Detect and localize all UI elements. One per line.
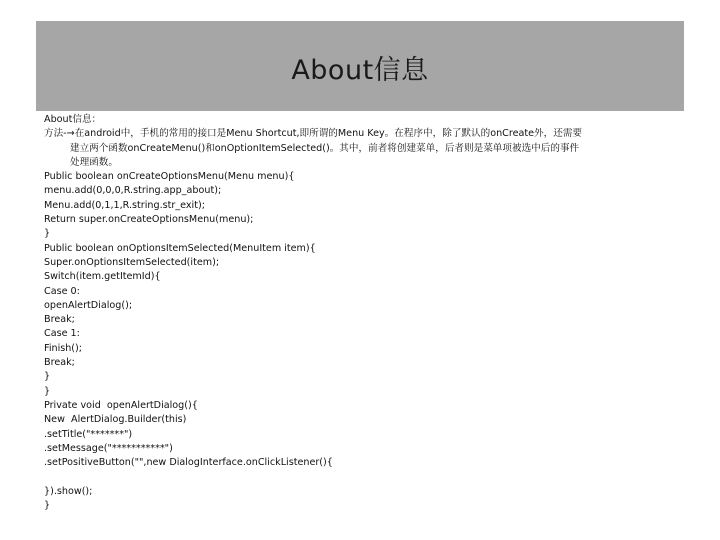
code-line: Switch(item.getItemId){	[44, 271, 161, 283]
code-line: New AlertDialog.Builder(this)	[44, 414, 187, 426]
code-line: Case 0:	[44, 285, 80, 297]
code-block	[44, 170, 684, 513]
section-heading: About信息：	[44, 114, 102, 125]
code-line: }	[44, 500, 51, 512]
code-line: }).show();	[44, 485, 93, 497]
blank-line	[44, 470, 684, 484]
code-line: Public boolean onOptionsItemSelected(MenuItem item){	[44, 242, 316, 254]
method-line: 方法-→在android中，手机的常用的接口是Menu Shortcut,即所谓的Menu Key。在程序中，除了默认的onCreate外，还需要	[44, 128, 583, 140]
code-line: Super.onOptionsItemSelected(item);	[44, 256, 220, 268]
method-line: 处理函数。	[70, 156, 118, 168]
code-line: }	[44, 385, 51, 397]
code-line: .setTitle("*******")	[44, 428, 133, 440]
code-line: Private void openAlertDialog(){	[44, 399, 198, 411]
code-line: Break;	[44, 314, 75, 326]
code-line: openAlertDialog();	[44, 299, 133, 311]
code-line: Menu.add(0,1,1,R.string.str_exit);	[44, 199, 205, 211]
code-line: menu.add(0,0,0,R.string.app_about);	[44, 185, 222, 197]
code-line: .setMessage("***********")	[44, 442, 173, 454]
slide-body	[44, 113, 684, 513]
code-line: Finish();	[44, 342, 83, 354]
method-line: 建立两个函数onCreateMenu()和onOptionItemSelected()。其中，前者将创建菜单，后者则是菜单项被选中后的事件	[70, 142, 580, 154]
slide-title-bar	[36, 21, 684, 111]
code-line: Return super.onCreateOptionsMenu(menu);	[44, 214, 254, 226]
code-line: }	[44, 228, 51, 240]
code-line: }	[44, 371, 51, 383]
code-line: Break;	[44, 357, 75, 369]
code-line: Case 1:	[44, 328, 80, 340]
slide-title: About信息	[291, 54, 429, 86]
method-paragraph	[44, 127, 684, 170]
code-line: Public boolean onCreateOptionsMenu(Menu menu){	[44, 171, 295, 183]
code-line: .setPositiveButton("",new DialogInterface.onClickListener(){	[44, 457, 333, 469]
